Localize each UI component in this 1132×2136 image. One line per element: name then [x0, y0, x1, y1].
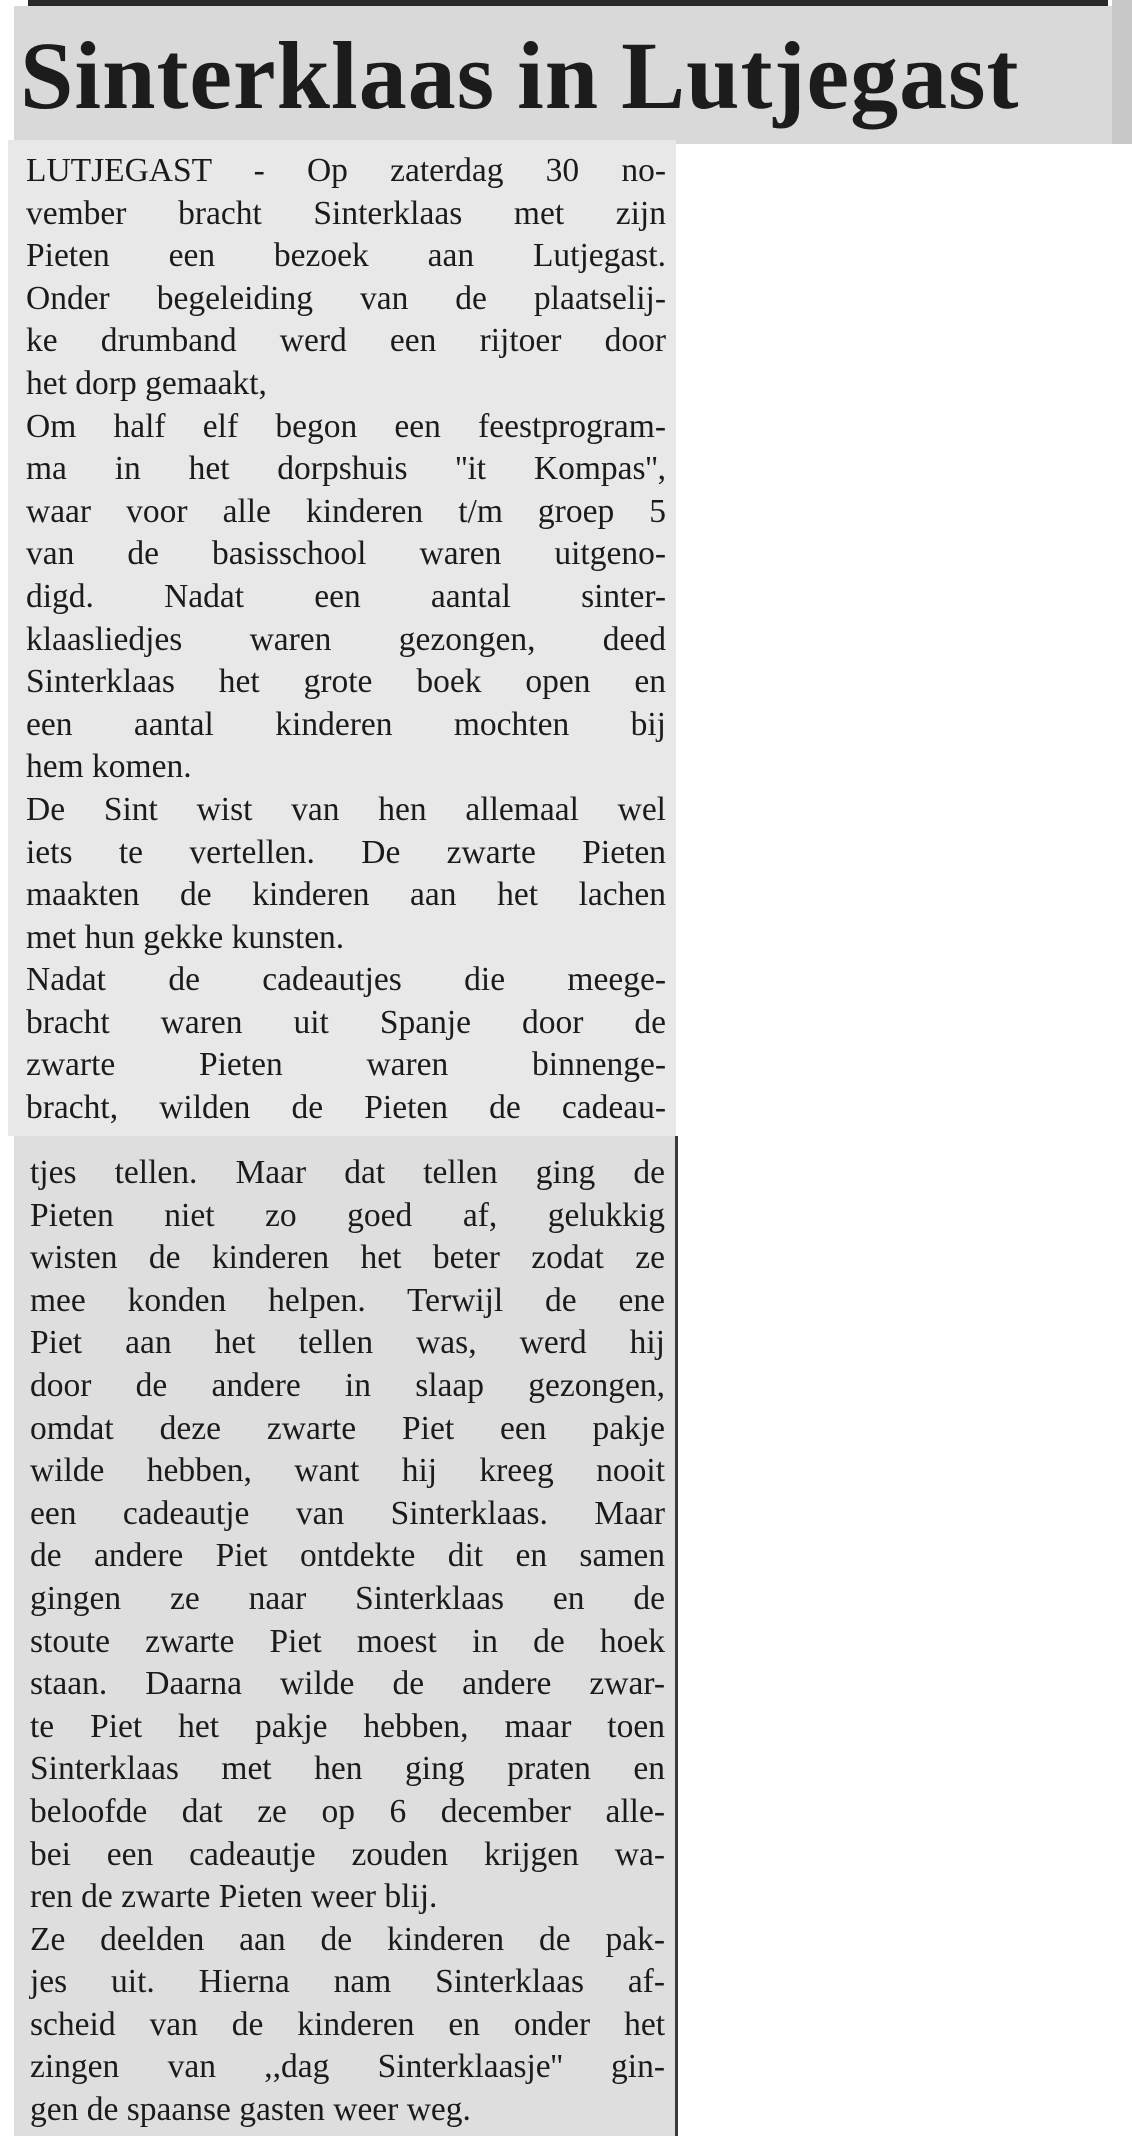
text-line: Pieten een bezoek aan Lutjegast. — [26, 237, 666, 275]
text-line: door de andere in slaap gezongen, — [30, 1366, 665, 1404]
text-line: gen de spaanse gasten weer weg. — [30, 2091, 471, 2129]
text-line: zingen van ,,dag Sinterklaasje'' gin- — [30, 2048, 665, 2086]
text-line: maakten de kinderen aan het lachen — [26, 876, 666, 914]
text-line: staan. Daarna wilde de andere zwar- — [30, 1665, 665, 1703]
headline-word-3: Lutjegast — [621, 22, 1020, 129]
text-line: te Piet het pakje hebben, maar toen — [30, 1707, 665, 1745]
text-line: bracht, wilden de Pieten de cadeau- — [26, 1089, 666, 1127]
text-line: beloofde dat ze op 6 december alle- — [30, 1792, 665, 1830]
text-line: waar voor alle kinderen t/m groep 5 — [26, 492, 666, 530]
text-line: jes uit. Hierna nam Sinterklaas af- — [30, 1963, 665, 2001]
text-line: hem komen. — [26, 748, 192, 786]
text-line: Pieten niet zo goed af, gelukkig — [30, 1196, 665, 1234]
text-line: wilde hebben, want hij kreeg nooit — [30, 1452, 665, 1490]
text-line: De Sint wist van hen allemaal wel — [26, 790, 666, 828]
text-line: van de basisschool waren uitgeno- — [26, 535, 666, 573]
text-line: met hun gekke kunsten. — [26, 918, 345, 956]
empty-margin — [676, 144, 1132, 2136]
text-line: een aantal kinderen mochten bij — [26, 705, 666, 743]
text-line: ma in het dorpshuis ''it Kompas'', — [26, 450, 666, 488]
text-line: Sinterklaas het grote boek open en — [26, 663, 666, 701]
text-line: zwarte Pieten waren binnenge- — [26, 1046, 666, 1084]
adjacent-column-edge — [1112, 0, 1132, 144]
text-line: bei een cadeautje zouden krijgen wa- — [30, 1835, 665, 1873]
headline-word-1: Sinterklaas — [20, 22, 496, 129]
text-line: een cadeautje van Sinterklaas. Maar — [30, 1494, 665, 1532]
text-line: digd. Nadat een aantal sinter- — [26, 577, 666, 615]
text-line: klaasliedjes waren gezongen, deed — [26, 620, 666, 658]
text-line: Onder begeleiding van de plaatselij- — [26, 279, 666, 317]
text-line: Om half elf begon een feestprogram- — [26, 407, 666, 445]
text-line: tjes tellen. Maar dat tellen ging de — [30, 1154, 665, 1191]
text-line: scheid van de kinderen en onder het — [30, 2005, 665, 2043]
text-line: vember bracht Sinterklaas met zijn — [26, 194, 666, 232]
text-line: Piet aan het tellen was, werd hij — [30, 1324, 665, 1362]
text-line: omdat deze zwarte Piet een pakje — [30, 1409, 665, 1447]
text-line: ren de zwarte Pieten weer blij. — [30, 1878, 438, 1916]
text-line: het dorp gemaakt, — [26, 364, 267, 402]
text-line: mee konden helpen. Terwijl de ene — [30, 1281, 665, 1319]
text-line: LUTJEGAST - Op zaterdag 30 no- — [26, 152, 666, 189]
text-line: wisten de kinderen het beter zodat ze — [30, 1239, 665, 1277]
headline-word-2: in — [517, 22, 600, 129]
article-column-lower — [14, 1136, 678, 2136]
article-column-upper — [8, 140, 676, 1136]
article-headline — [20, 22, 1110, 129]
text-line: ke drumband werd een rijtoer door — [26, 322, 666, 360]
text-line: stoute zwarte Piet moest in de hoek — [30, 1622, 665, 1660]
text-line: bracht waren uit Spanje door de — [26, 1003, 666, 1041]
text-line: gingen ze naar Sinterklaas en de — [30, 1579, 665, 1617]
text-line: Nadat de cadeautjes die meege- — [26, 961, 666, 999]
text-line: iets te vertellen. De zwarte Pieten — [26, 833, 666, 871]
text-line: de andere Piet ontdekte dit en samen — [30, 1537, 665, 1575]
text-line: Sinterklaas met hen ging praten en — [30, 1750, 665, 1788]
text-line: Ze deelden aan de kinderen de pak- — [30, 1920, 665, 1958]
